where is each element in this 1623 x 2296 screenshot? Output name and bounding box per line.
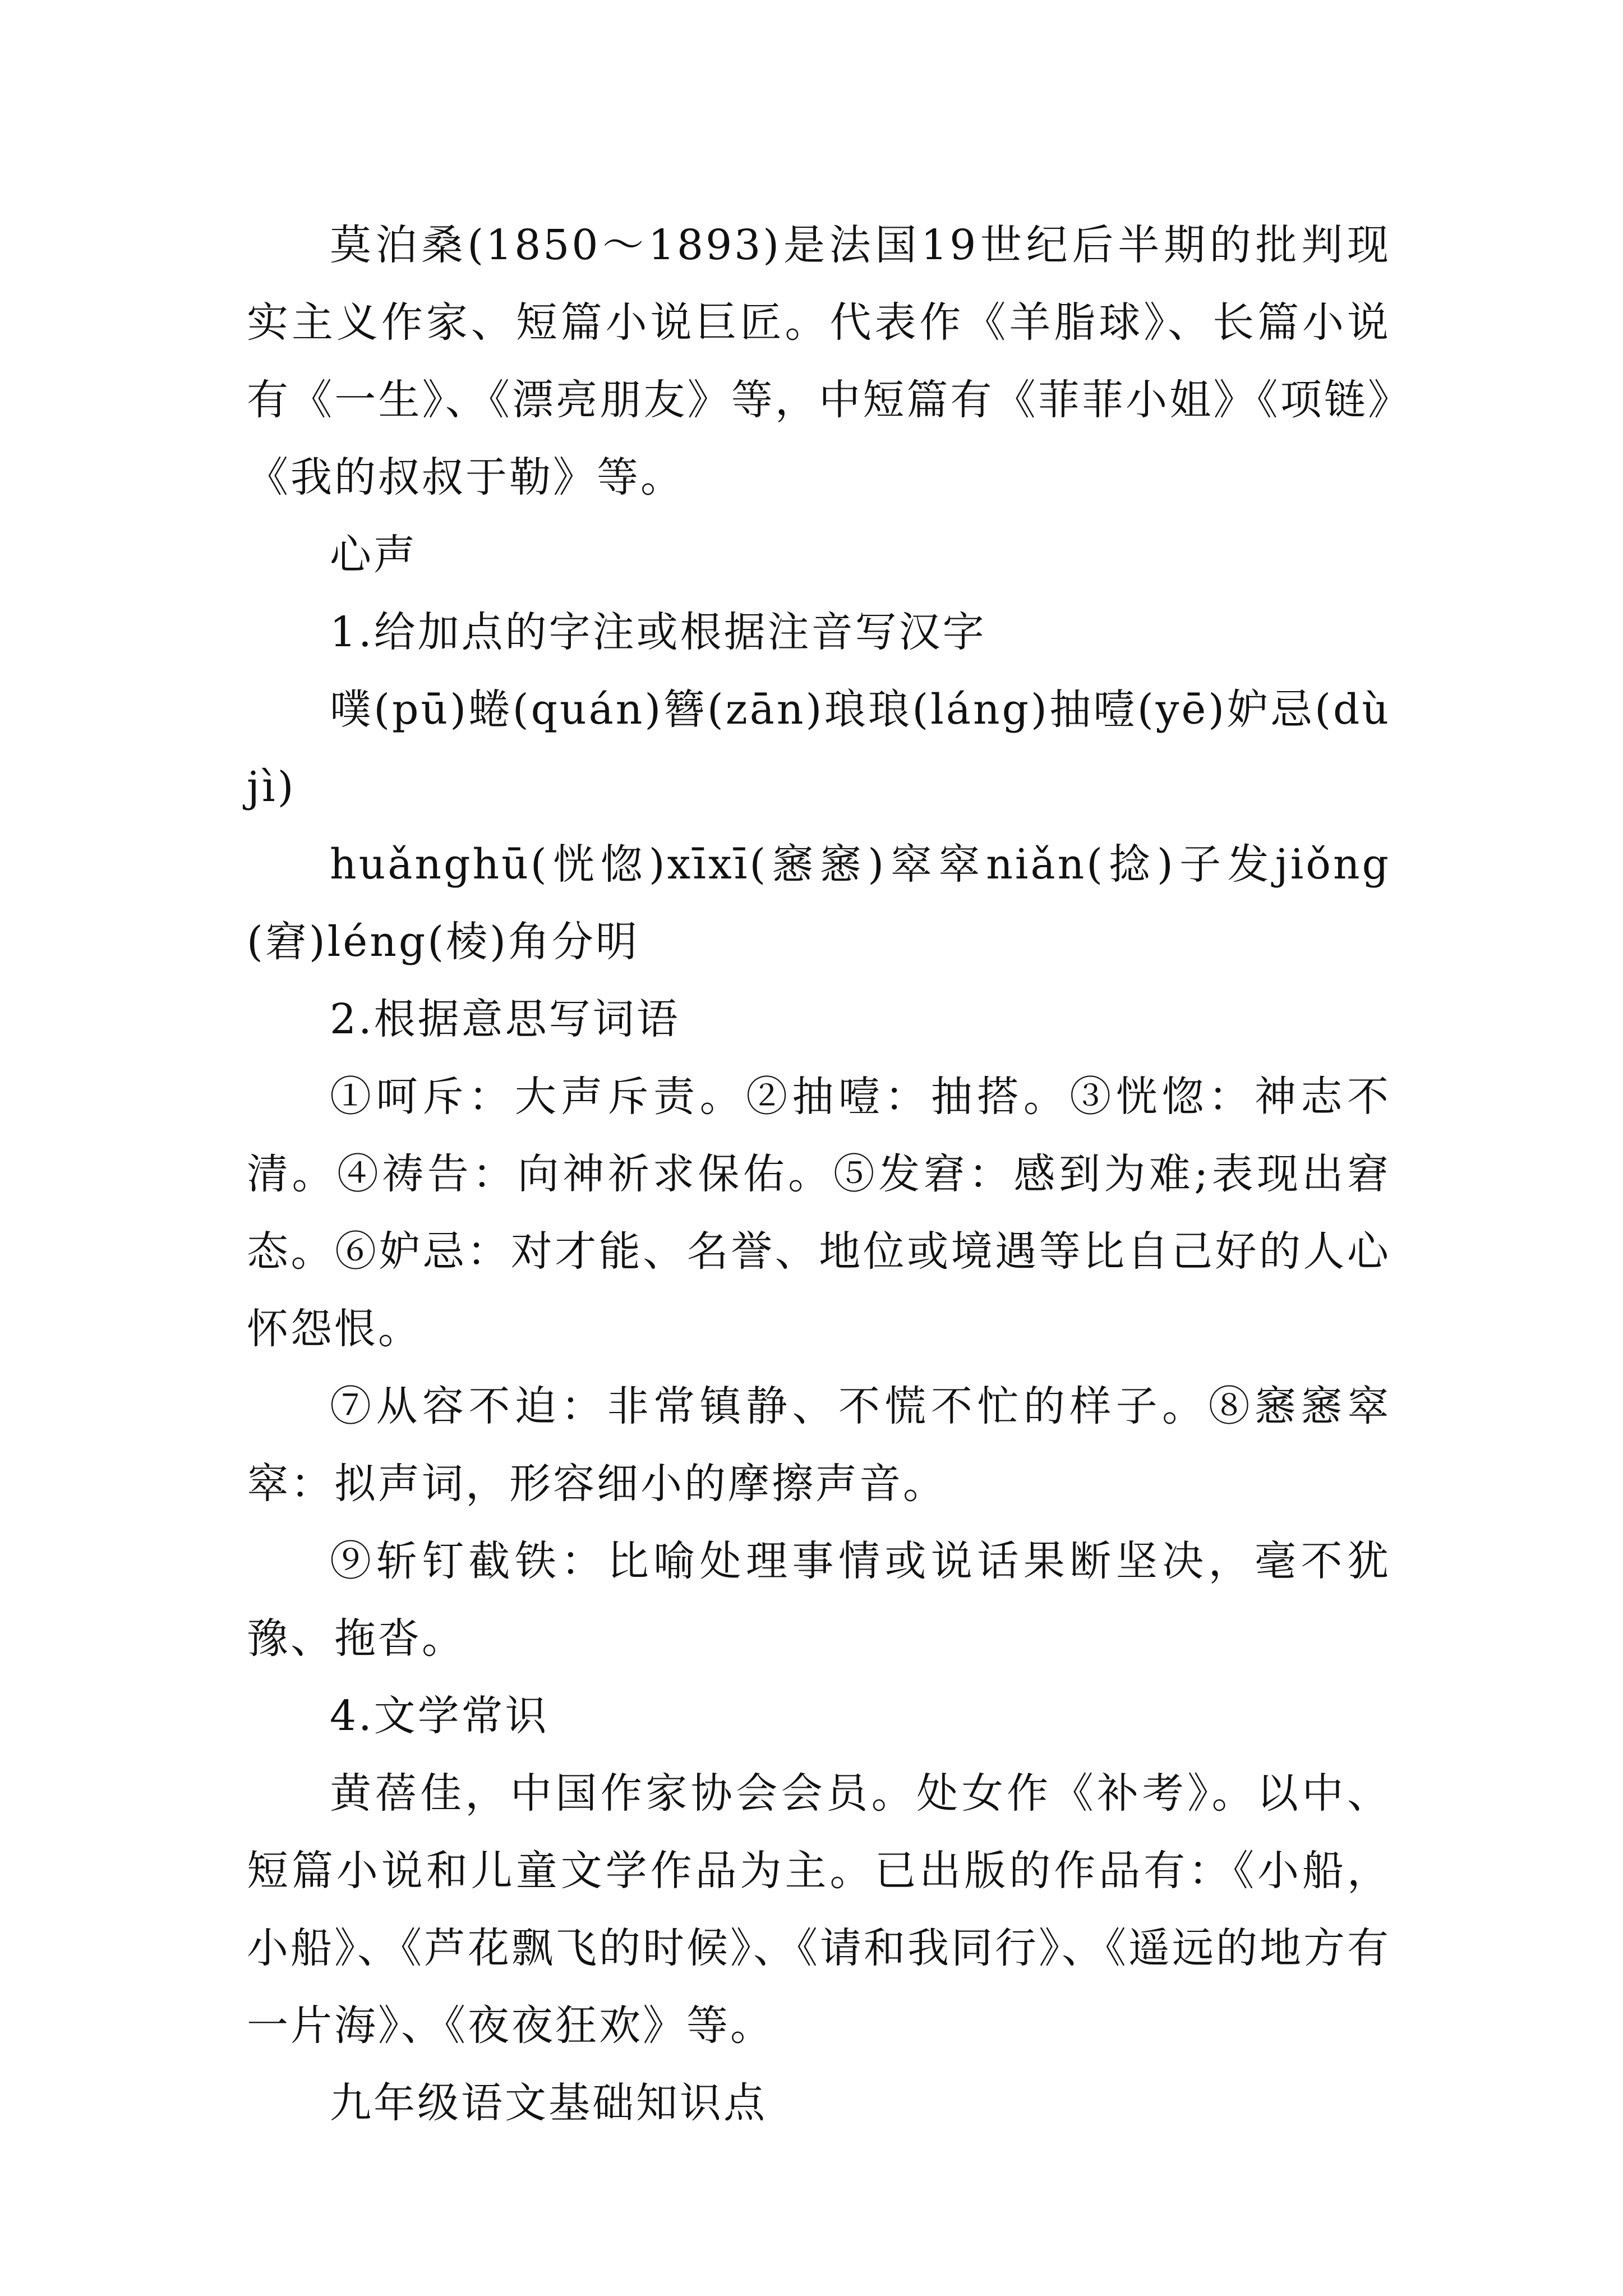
paragraph-closing-heading: 九年级语文基础知识点: [330, 2079, 767, 2127]
paragraph-section-2-title: 2.根据意思写词语: [330, 995, 680, 1043]
paragraph-vocab-1: ①呵斥：大声斥责。②抽噎：抽搭。③恍惚：神志不清。④祷告：向神祈求保佑。⑤发窘：感到为难;表现出窘态。⑥妒忌：对才能、名誉、地位或境遇等比自己好的人心怀怨恨。: [247, 1073, 1391, 1353]
paragraph-vocab-2: ⑦从容不迫：非常镇静、不慌不忙的样子。⑧窸窸窣窣：拟声词，形容细小的摩擦声音。: [247, 1382, 1391, 1508]
paragraph-section-1-title: 1.给加点的字注或根据注音写汉字: [330, 608, 986, 656]
paragraph-vocab-3: ⑨斩钉截铁：比喻处理事情或说话果断坚决，毫不犹豫、拖沓。: [247, 1537, 1391, 1663]
paragraph-pinyin-list-2: huǎnghū(恍惚)xīxī(窸窸)窣窣niǎn(捻)子发jiǒng(窘)léng(棱)角分明: [247, 840, 1391, 966]
document-body: [247, 206, 1391, 2142]
paragraph-heading-xinsheng: 心声: [330, 531, 417, 579]
paragraph-huang-beijia-bio: 黄蓓佳，中国作家协会会员。处女作《补考》。以中、短篇小说和儿童文学作品为主。已出版的作品有：《小船，小船》、《芦花飘飞的时候》、《请和我同行》、《遥远的地方有一片海》、《夜夜狂欢》等。: [247, 1769, 1391, 2050]
paragraph-section-4-title: 4.文学常识: [330, 1692, 549, 1740]
paragraph-maupassant-bio: 莫泊桑(1850～1893)是法国19世纪后半期的批判现实主义作家、短篇小说巨匠。代表作《羊脂球》、长篇小说有《一生》、《漂亮朋友》等，中短篇有《菲菲小姐》《项链》《我的叔叔于勒》等。: [247, 221, 1391, 501]
paragraph-pinyin-list-1: 噗(pū)蜷(quán)簪(zān)琅琅(láng)抽噎(yē)妒忌(dùjì): [247, 685, 1391, 811]
